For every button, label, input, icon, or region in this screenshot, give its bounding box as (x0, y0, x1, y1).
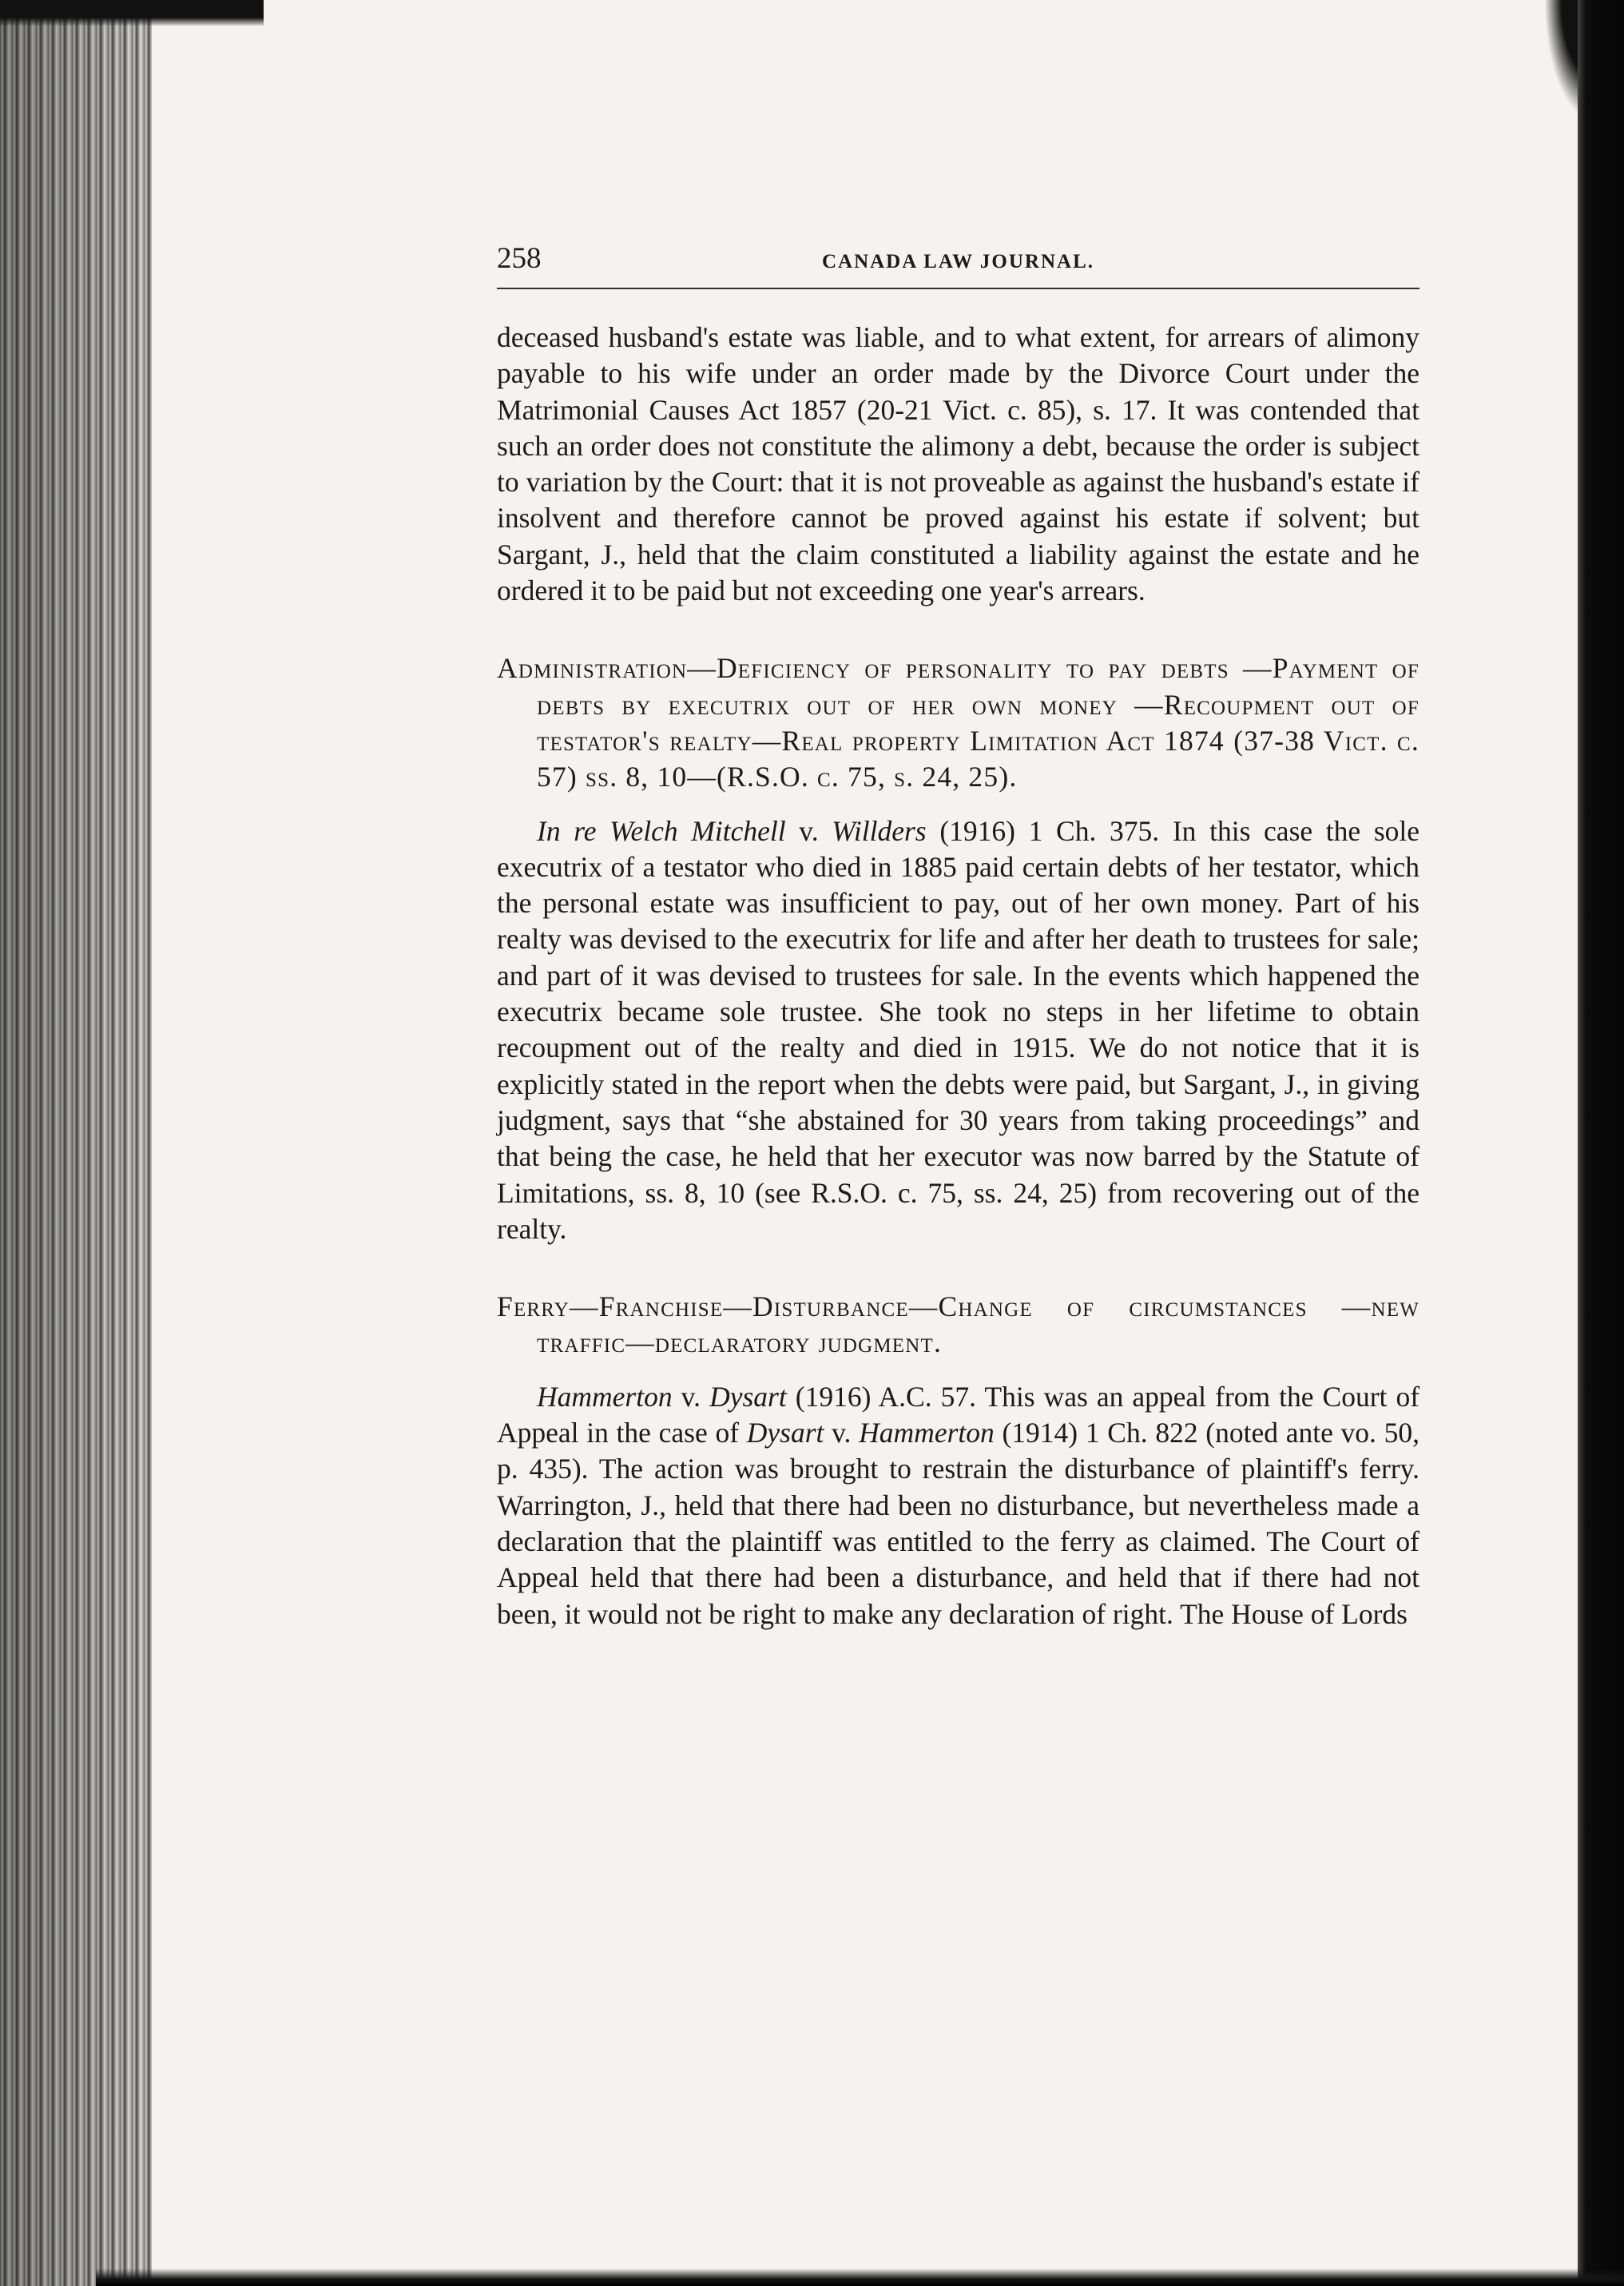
page-header (497, 240, 1420, 289)
scan-binding-edge (0, 0, 152, 2286)
continuation-paragraph: deceased husband's estate was liable, and to what extent, for arrears of alimony payable to his wife under an order made by the Divorce Court under the Matrimonial Causes Act 1857 (20-21 Vict. c. 85), s. 17. It was contended that such an order does not constitute the alimony a debt, because the order is subject to variation by the Court: that it is not proveable as against the husband's estate if insolvent and therefore cannot be proved against his estate if solvent; but Sargant, J., held that the claim constituted a liability against the estate and he ordered it to be paid but not exceeding one year's arrears. (497, 321, 1420, 607)
case-name: Hammerton (537, 1380, 673, 1413)
case-text: (1914) 1 Ch. 822 (noted ante vo. 50, p. 435). The action was brought to restrain the disturbance of plaintiff's ferry. Warrington, J., held that there had been no disturbance, but nevertheless made a declaration that the plaintiff was entitled to the ferry as claimed. The Court of Appeal held that there had been a disturbance, and held that if there had not been, it would not be right to make any declaration of right. The House of Lords (497, 1417, 1420, 1630)
scan-right-border (1578, 0, 1624, 2286)
inner-case-party: Hammerton (859, 1417, 995, 1449)
section-ferry (497, 1289, 1420, 1632)
case-versus: v. (681, 1380, 701, 1413)
case-paragraph (497, 1379, 1420, 1632)
case-citation: (1916) A.C. 57. (795, 1380, 976, 1413)
case-name: In re Welch Mitchell (537, 814, 786, 847)
case-party: Willders (832, 814, 927, 847)
case-text: In this case the sole executrix of a testator who died in 1885 paid certain debts of her testator, which the personal estate was insufficient to pay, out of her own money. Part of his realty was devised to the executrix for life and after her death to trustees for sale; and part of it was devised to trustees for sale. In the events which happened the executrix became sole trustee. She took no steps in her lifetime to obtain recoupment out of the realty and died in 1915. We do not notice that it is explicitly stated in the report when the debts were paid, but Sargant, J., in giving judgment, says that “she abstained for 30 years from taking proceedings” and that being the case, he held that her executor was now barred by the Statute of Limitations, ss. 8, 10 (see R.S.O. c. 75, ss. 24, 25) from recovering out of the realty. (497, 814, 1420, 1245)
case-party: Dysart (709, 1380, 787, 1413)
running-head: CANADA LAW JOURNAL. (821, 251, 1095, 272)
scan-top-edge (0, 0, 264, 26)
inner-case-name: Dysart (746, 1417, 824, 1449)
section-heading: Ferry—Franchise—Disturbance—Change of circumstances —new traffic—declaratory judgment. (497, 1290, 1420, 1359)
page-body (497, 320, 1420, 1632)
inner-case-versus: v. (832, 1417, 852, 1449)
section-administration (497, 650, 1420, 1247)
page-number: 258 (497, 242, 542, 275)
journal-page (497, 240, 1420, 1632)
scan-bottom-edge (96, 2268, 1624, 2286)
section-heading: Administration—Deficiency of personality to pay debts —Payment of debts by executrix out of her own money —Recoupment out of testator's realty—Real property Limitation Act 1874 (37-38 Vict. c. 57) ss. 8, 10—(R.S.O. c. 75, s. 24, 25). (497, 652, 1420, 793)
case-paragraph (497, 813, 1420, 1248)
case-citation: (1916) 1 Ch. 375. (939, 814, 1160, 847)
case-versus: v. (799, 814, 819, 847)
case-text-intro: This was an appeal from the Court of Appeal in the case of (497, 1380, 1420, 1449)
